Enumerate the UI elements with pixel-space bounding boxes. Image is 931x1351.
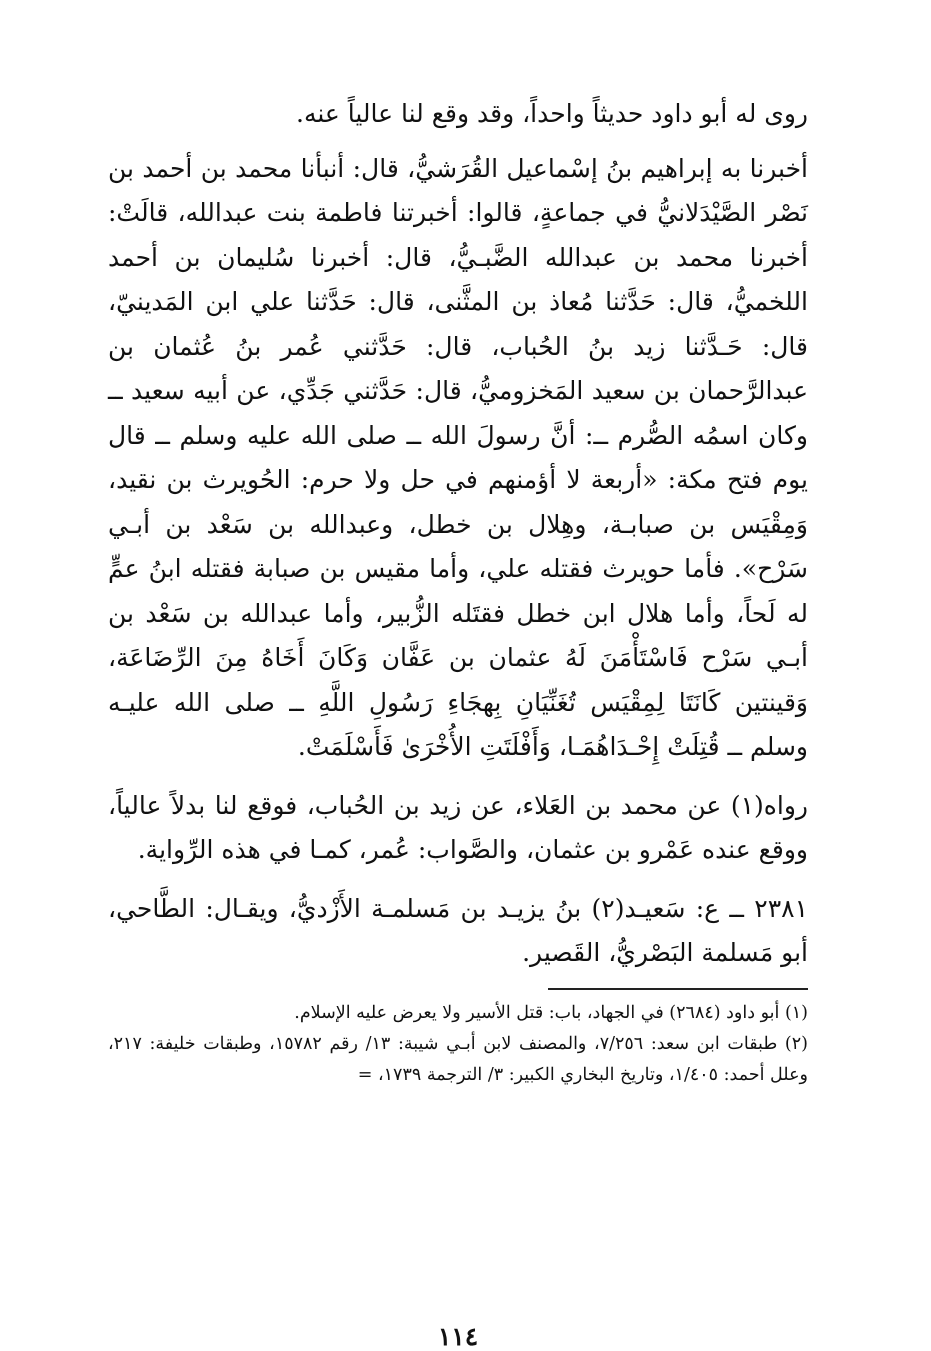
footnote-2: (٢) طبقات ابن سعد: ٧/٢٥٦، والمصنف لابن أبـي شيبة: ١٣/ رقم ١٥٧٨٢، وطبقات خليفة: ٢١٧، وعلل أحمد: ١/٤٠٥، وتاريخ البخاري الكبير: ٣/ الترجمة ١٧٣٩، =: [108, 1033, 808, 1085]
paragraph-biography-entry: ٢٣٨١ ــ ع: سَعيـد(٢) بنُ يزيـد بن مَسلمـة الأَزْديُّ، ويقـال: الطَّاحي، أبو مَسلمة البَصْريُّ، القَصير.: [108, 893, 808, 967]
page-number: ١١٤: [437, 1322, 479, 1351]
paragraph-hadith-chain: أخبرنا به إبراهيم بنُ إسْماعيل القُرَشيُّ، قال: أنبأنا محمد بن أحمد بن نَصْر الصَّيْدَلانيُّ في جماعةٍ، قالوا: أخبرتنا فاطمة بنت عبدالله، قالَتْ: أخبرنا محمد بن عبدالله الضَّبـيُّ، قال: أخبرنا سُليمان بن أحمد اللخميُّ، قال: حَدَّثنا مُعاذ بن المثَّنى، قال: حَدَّثنا علي ابن المَدينيّ، قال: حَـدَّثنا زيد بنُ الحُباب، قال: حَدَّثني عُمر بنُ عُثمان بن عبدالرَّحمان بن سعيد المَخزوميُّ، قال: حَدَّثني جَدِّي، عن أبيه سعيد ــ وكان اسمُه الصُّرم ــ: أنَّ رسولَ الله ــ صلى الله عليه وسلم ــ قال يوم فتح مكة: «أربعة لا أؤمنهم في حل ولا حرم: الحُويرث بن نقيد، وَمِقْيَس بن صبابـة، وهِلال بن خطل، وعبدالله بن سَعْد بن أبـي سَرْح». فأما حويرث فقتله علي، وأما مقيس بن صبابة فقتله ابنُ عمٍّ له لَحاً، وأما هلال ابن خطل فقتَله الزُّبير، وأما عبدالله بن سَعْد بن أبـي سَرْح فَاسْتَأْمَنَ لَهُ عثمان بن عَفَّان وَكَانَ أَخَاهُ مِنَ الرِّضَاعَة، وَقينتين كَانَتَا لِمِقْيَس تُغَنِّيَانِ بِهجَاءِ رَسُولِ اللَّهِ ــ صلى الله عليـه وسلم ــ قُتِلَتْ إِحْـدَاهُمَـا، وَأَفْلَتَتِ الأُخْرَىٰ فَأَسْلَمَتْ.: [108, 153, 808, 761]
footnote-1: (١) أبو داود (٢٦٨٤) في الجهاد، باب: قتل الأسير ولا يعرض عليه الإسلام.: [294, 1002, 808, 1023]
paragraph-riwaya: رواه(١) عن محمد بن العَلاء، عن زيد بن الحُباب، فوقع لنا بدلاً عالياً، ووقع عنده عَمْرو بن عثمان، والصَّواب: عُمر، كمـا في هذه الرِّواية.: [108, 790, 808, 864]
footnotes: [108, 998, 808, 1091]
footnote-divider: [548, 988, 808, 990]
paragraph-narration-note: روى له أبو داود حديثاً واحداً، وقد وقع لنا عالياً عنه.: [296, 99, 808, 128]
book-page: [108, 92, 808, 1351]
